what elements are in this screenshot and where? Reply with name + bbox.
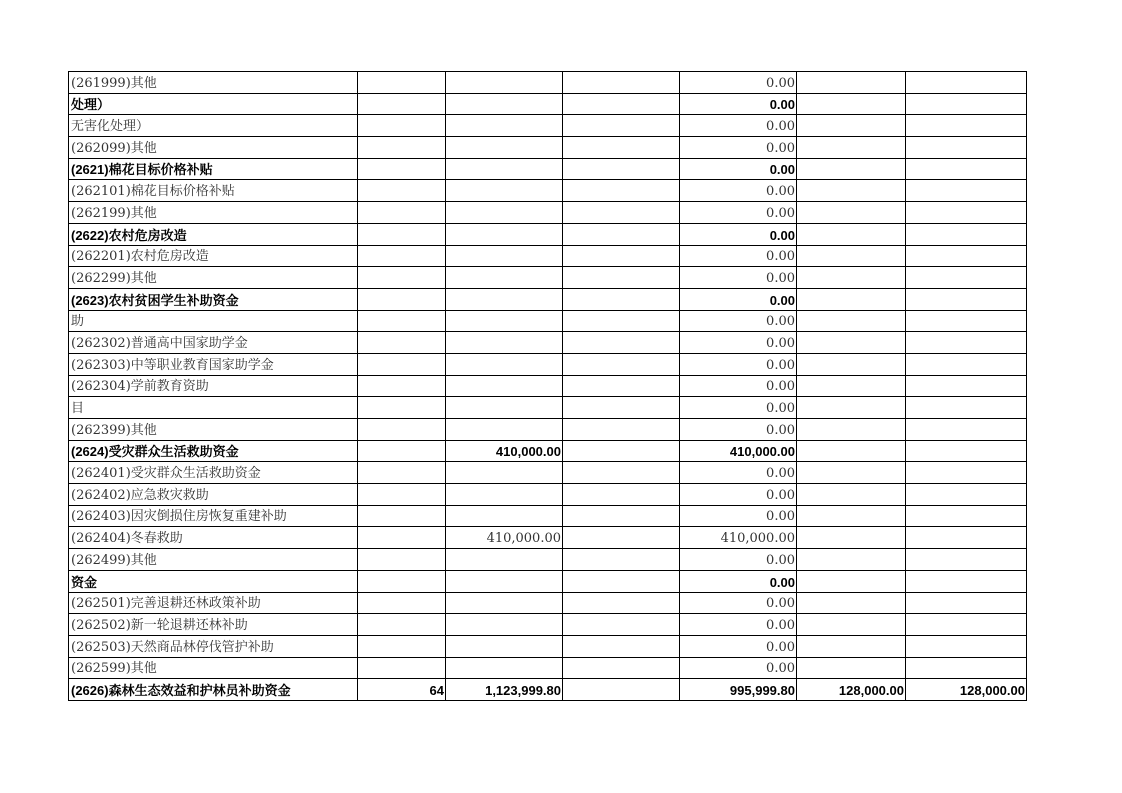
amount-cell-3 xyxy=(563,158,680,180)
amount-cell-5 xyxy=(797,223,906,245)
amount-cell-2 xyxy=(446,180,563,202)
item-name-cell: (262199)其他 xyxy=(69,202,358,224)
amount-cell-4: 0.00 xyxy=(680,549,797,571)
item-name-cell: (262302)普通高中国家助学金 xyxy=(69,332,358,354)
amount-cell-5 xyxy=(797,72,906,94)
amount-cell-5 xyxy=(797,332,906,354)
amount-cell-2: 1,123,999.80 xyxy=(446,679,563,701)
amount-cell-1 xyxy=(358,353,446,375)
table-row xyxy=(69,397,1027,419)
amount-cell-6 xyxy=(906,93,1027,115)
amount-cell-3 xyxy=(563,267,680,289)
amount-cell-2: 410,000.00 xyxy=(446,440,563,462)
amount-cell-5 xyxy=(797,527,906,549)
item-name-cell: (262099)其他 xyxy=(69,137,358,159)
amount-cell-6 xyxy=(906,310,1027,332)
amount-cell-3 xyxy=(563,180,680,202)
amount-cell-6 xyxy=(906,267,1027,289)
amount-cell-4: 0.00 xyxy=(680,462,797,484)
amount-cell-2 xyxy=(446,93,563,115)
amount-cell-1 xyxy=(358,202,446,224)
amount-cell-2 xyxy=(446,72,563,94)
item-name-cell: (262399)其他 xyxy=(69,419,358,441)
amount-cell-6 xyxy=(906,570,1027,592)
amount-cell-5: 128,000.00 xyxy=(797,679,906,701)
amount-cell-3 xyxy=(563,549,680,571)
amount-cell-4: 0.00 xyxy=(680,375,797,397)
budget-table xyxy=(68,71,1027,701)
amount-cell-1 xyxy=(358,484,446,506)
amount-cell-2 xyxy=(446,202,563,224)
item-name-cell: (2622)农村危房改造 xyxy=(69,223,358,245)
item-name-cell: 资金 xyxy=(69,570,358,592)
amount-cell-1 xyxy=(358,115,446,137)
amount-cell-1 xyxy=(358,549,446,571)
amount-cell-6 xyxy=(906,592,1027,614)
amount-cell-2 xyxy=(446,592,563,614)
amount-cell-4: 0.00 xyxy=(680,484,797,506)
amount-cell-1 xyxy=(358,614,446,636)
amount-cell-1: 64 xyxy=(358,679,446,701)
amount-cell-5 xyxy=(797,440,906,462)
amount-cell-3 xyxy=(563,484,680,506)
amount-cell-2 xyxy=(446,223,563,245)
item-name-cell: (262599)其他 xyxy=(69,657,358,679)
amount-cell-5 xyxy=(797,397,906,419)
amount-cell-4: 0.00 xyxy=(680,397,797,419)
item-name-cell: (2624)受灾群众生活救助资金 xyxy=(69,440,358,462)
amount-cell-4: 995,999.80 xyxy=(680,679,797,701)
amount-cell-3 xyxy=(563,635,680,657)
item-name-cell: (262402)应急救灾救助 xyxy=(69,484,358,506)
table-row xyxy=(69,353,1027,375)
amount-cell-5 xyxy=(797,462,906,484)
amount-cell-3 xyxy=(563,332,680,354)
amount-cell-4: 0.00 xyxy=(680,592,797,614)
table-row xyxy=(69,310,1027,332)
table-row xyxy=(69,288,1027,310)
amount-cell-2 xyxy=(446,288,563,310)
amount-cell-4: 0.00 xyxy=(680,158,797,180)
amount-cell-6 xyxy=(906,72,1027,94)
amount-cell-5 xyxy=(797,202,906,224)
amount-cell-1 xyxy=(358,592,446,614)
item-name-cell: (262503)天然商品林停伐管护补助 xyxy=(69,635,358,657)
amount-cell-5 xyxy=(797,180,906,202)
amount-cell-3 xyxy=(563,570,680,592)
amount-cell-6 xyxy=(906,549,1027,571)
amount-cell-1 xyxy=(358,419,446,441)
item-name-cell: (2621)棉花目标价格补贴 xyxy=(69,158,358,180)
amount-cell-5 xyxy=(797,570,906,592)
item-name-cell: (262403)因灾倒损住房恢复重建补助 xyxy=(69,505,358,527)
table-row xyxy=(69,419,1027,441)
amount-cell-1 xyxy=(358,332,446,354)
amount-cell-4: 0.00 xyxy=(680,115,797,137)
amount-cell-3 xyxy=(563,397,680,419)
amount-cell-3 xyxy=(563,592,680,614)
table-row xyxy=(69,440,1027,462)
amount-cell-5 xyxy=(797,635,906,657)
amount-cell-4: 0.00 xyxy=(680,93,797,115)
amount-cell-5 xyxy=(797,158,906,180)
amount-cell-4: 0.00 xyxy=(680,137,797,159)
amount-cell-6 xyxy=(906,527,1027,549)
amount-cell-6 xyxy=(906,137,1027,159)
amount-cell-4: 0.00 xyxy=(680,180,797,202)
amount-cell-2 xyxy=(446,158,563,180)
table-row xyxy=(69,93,1027,115)
item-name-cell: (2623)农村贫困学生补助资金 xyxy=(69,288,358,310)
item-name-cell: (262304)学前教育资助 xyxy=(69,375,358,397)
amount-cell-1 xyxy=(358,223,446,245)
amount-cell-4: 0.00 xyxy=(680,310,797,332)
amount-cell-3 xyxy=(563,505,680,527)
item-name-cell: (262401)受灾群众生活救助资金 xyxy=(69,462,358,484)
amount-cell-6 xyxy=(906,332,1027,354)
amount-cell-4: 0.00 xyxy=(680,267,797,289)
item-name-cell: (262404)冬春救助 xyxy=(69,527,358,549)
amount-cell-3 xyxy=(563,375,680,397)
item-name-cell: (2626)森林生态效益和护林员补助资金 xyxy=(69,679,358,701)
amount-cell-6 xyxy=(906,180,1027,202)
amount-cell-1 xyxy=(358,137,446,159)
item-name-cell: (262303)中等职业教育国家助学金 xyxy=(69,353,358,375)
amount-cell-5 xyxy=(797,614,906,636)
table-row xyxy=(69,332,1027,354)
table-row xyxy=(69,158,1027,180)
amount-cell-3 xyxy=(563,310,680,332)
amount-cell-1 xyxy=(358,397,446,419)
amount-cell-3 xyxy=(563,72,680,94)
item-name-cell: (262501)完善退耕还林政策补助 xyxy=(69,592,358,614)
amount-cell-5 xyxy=(797,288,906,310)
table-row xyxy=(69,72,1027,94)
amount-cell-6 xyxy=(906,245,1027,267)
amount-cell-2 xyxy=(446,115,563,137)
amount-cell-2 xyxy=(446,635,563,657)
table-row xyxy=(69,505,1027,527)
item-name-cell: 目 xyxy=(69,397,358,419)
amount-cell-2 xyxy=(446,137,563,159)
table-row xyxy=(69,549,1027,571)
table-row xyxy=(69,592,1027,614)
amount-cell-3 xyxy=(563,245,680,267)
amount-cell-1 xyxy=(358,570,446,592)
amount-cell-1 xyxy=(358,180,446,202)
amount-cell-5 xyxy=(797,310,906,332)
table-row xyxy=(69,223,1027,245)
amount-cell-4: 0.00 xyxy=(680,202,797,224)
amount-cell-3 xyxy=(563,657,680,679)
item-name-cell: (262499)其他 xyxy=(69,549,358,571)
table-row xyxy=(69,635,1027,657)
amount-cell-4: 0.00 xyxy=(680,72,797,94)
amount-cell-2 xyxy=(446,353,563,375)
amount-cell-2 xyxy=(446,657,563,679)
amount-cell-5 xyxy=(797,549,906,571)
amount-cell-1 xyxy=(358,72,446,94)
amount-cell-6 xyxy=(906,158,1027,180)
amount-cell-6 xyxy=(906,397,1027,419)
table-body xyxy=(69,72,1027,701)
amount-cell-5 xyxy=(797,657,906,679)
amount-cell-5 xyxy=(797,245,906,267)
amount-cell-3 xyxy=(563,462,680,484)
table-row xyxy=(69,180,1027,202)
table-row xyxy=(69,245,1027,267)
amount-cell-5 xyxy=(797,375,906,397)
amount-cell-6 xyxy=(906,440,1027,462)
table-row xyxy=(69,202,1027,224)
item-name-cell: 处理） xyxy=(69,93,358,115)
item-name-cell: (262502)新一轮退耕还林补助 xyxy=(69,614,358,636)
amount-cell-6 xyxy=(906,614,1027,636)
amount-cell-1 xyxy=(358,440,446,462)
table-row xyxy=(69,375,1027,397)
amount-cell-6 xyxy=(906,375,1027,397)
amount-cell-1 xyxy=(358,375,446,397)
amount-cell-1 xyxy=(358,462,446,484)
amount-cell-3 xyxy=(563,115,680,137)
amount-cell-1 xyxy=(358,657,446,679)
amount-cell-3 xyxy=(563,93,680,115)
amount-cell-4: 410,000.00 xyxy=(680,440,797,462)
amount-cell-4: 410,000.00 xyxy=(680,527,797,549)
table-row xyxy=(69,614,1027,636)
amount-cell-1 xyxy=(358,288,446,310)
amount-cell-1 xyxy=(358,505,446,527)
table-row xyxy=(69,657,1027,679)
amount-cell-2 xyxy=(446,570,563,592)
amount-cell-1 xyxy=(358,245,446,267)
amount-cell-5 xyxy=(797,267,906,289)
item-name-cell: (261999)其他 xyxy=(69,72,358,94)
amount-cell-5 xyxy=(797,419,906,441)
amount-cell-4: 0.00 xyxy=(680,505,797,527)
amount-cell-6 xyxy=(906,115,1027,137)
amount-cell-4: 0.00 xyxy=(680,353,797,375)
amount-cell-2 xyxy=(446,614,563,636)
amount-cell-1 xyxy=(358,527,446,549)
amount-cell-6 xyxy=(906,635,1027,657)
amount-cell-1 xyxy=(358,93,446,115)
amount-cell-6 xyxy=(906,353,1027,375)
amount-cell-2 xyxy=(446,505,563,527)
amount-cell-5 xyxy=(797,93,906,115)
table-row xyxy=(69,267,1027,289)
amount-cell-6 xyxy=(906,505,1027,527)
table-row xyxy=(69,570,1027,592)
amount-cell-6 xyxy=(906,657,1027,679)
amount-cell-3 xyxy=(563,202,680,224)
amount-cell-3 xyxy=(563,614,680,636)
table-row xyxy=(69,679,1027,701)
amount-cell-6 xyxy=(906,223,1027,245)
amount-cell-2 xyxy=(446,397,563,419)
amount-cell-5 xyxy=(797,137,906,159)
amount-cell-5 xyxy=(797,484,906,506)
amount-cell-3 xyxy=(563,223,680,245)
amount-cell-3 xyxy=(563,137,680,159)
amount-cell-4: 0.00 xyxy=(680,419,797,441)
amount-cell-5 xyxy=(797,115,906,137)
amount-cell-4: 0.00 xyxy=(680,657,797,679)
table-row xyxy=(69,527,1027,549)
amount-cell-4: 0.00 xyxy=(680,332,797,354)
amount-cell-1 xyxy=(358,635,446,657)
amount-cell-3 xyxy=(563,419,680,441)
amount-cell-2 xyxy=(446,419,563,441)
amount-cell-6 xyxy=(906,462,1027,484)
amount-cell-2 xyxy=(446,484,563,506)
amount-cell-4: 0.00 xyxy=(680,570,797,592)
item-name-cell: 无害化处理） xyxy=(69,115,358,137)
amount-cell-2 xyxy=(446,245,563,267)
amount-cell-6 xyxy=(906,484,1027,506)
table-row xyxy=(69,462,1027,484)
amount-cell-6 xyxy=(906,419,1027,441)
amount-cell-3 xyxy=(563,353,680,375)
amount-cell-2 xyxy=(446,375,563,397)
amount-cell-3 xyxy=(563,679,680,701)
amount-cell-5 xyxy=(797,353,906,375)
amount-cell-2 xyxy=(446,332,563,354)
amount-cell-2 xyxy=(446,267,563,289)
amount-cell-2 xyxy=(446,462,563,484)
item-name-cell: (262101)棉花目标价格补贴 xyxy=(69,180,358,202)
amount-cell-4: 0.00 xyxy=(680,245,797,267)
table-row xyxy=(69,484,1027,506)
amount-cell-1 xyxy=(358,267,446,289)
amount-cell-6 xyxy=(906,288,1027,310)
amount-cell-3 xyxy=(563,288,680,310)
item-name-cell: (262299)其他 xyxy=(69,267,358,289)
item-name-cell: (262201)农村危房改造 xyxy=(69,245,358,267)
amount-cell-3 xyxy=(563,440,680,462)
amount-cell-6: 128,000.00 xyxy=(906,679,1027,701)
amount-cell-1 xyxy=(358,158,446,180)
table-row xyxy=(69,115,1027,137)
amount-cell-4: 0.00 xyxy=(680,635,797,657)
amount-cell-5 xyxy=(797,505,906,527)
amount-cell-4: 0.00 xyxy=(680,223,797,245)
table-row xyxy=(69,137,1027,159)
amount-cell-5 xyxy=(797,592,906,614)
amount-cell-2 xyxy=(446,310,563,332)
amount-cell-1 xyxy=(358,310,446,332)
amount-cell-4: 0.00 xyxy=(680,614,797,636)
amount-cell-3 xyxy=(563,527,680,549)
amount-cell-6 xyxy=(906,202,1027,224)
amount-cell-2 xyxy=(446,549,563,571)
amount-cell-4: 0.00 xyxy=(680,288,797,310)
item-name-cell: 助 xyxy=(69,310,358,332)
amount-cell-2: 410,000.00 xyxy=(446,527,563,549)
